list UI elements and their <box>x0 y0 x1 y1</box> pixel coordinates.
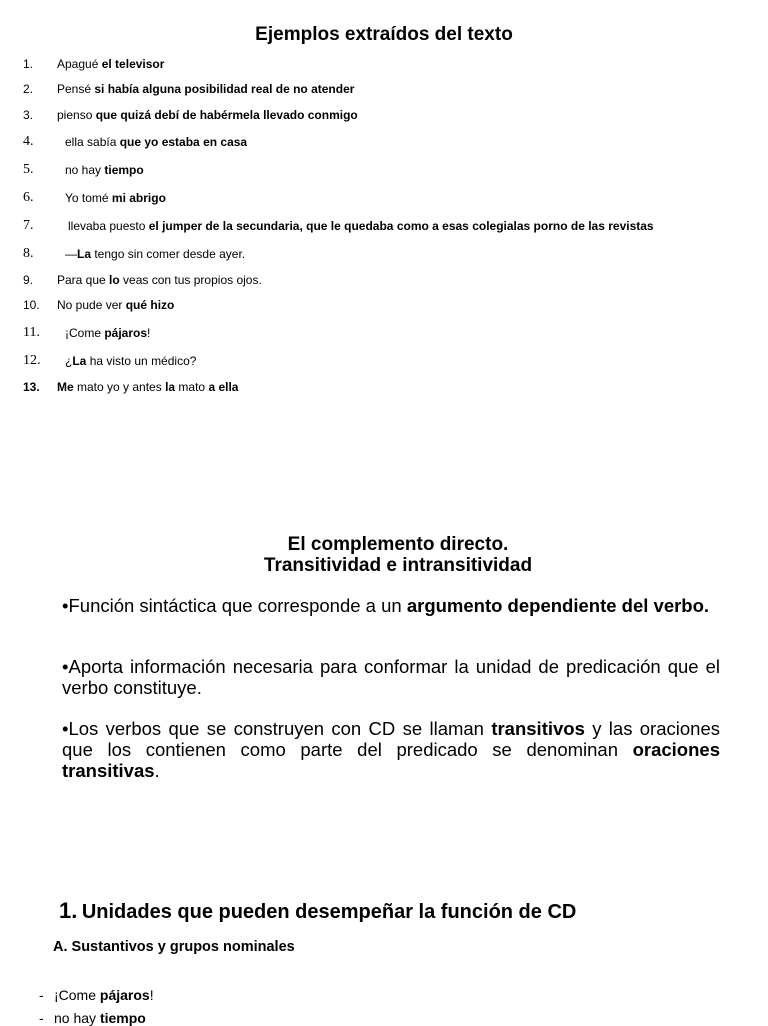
bold-fragment: lo <box>109 273 120 287</box>
bold-fragment: pájaros <box>104 326 148 340</box>
units-heading-title: Unidades que pueden desempeñar la función de CD <box>81 901 577 923</box>
bold-fragment: que yo estaba en casa <box>119 135 248 149</box>
example-number: 12. <box>23 353 41 368</box>
units-list-item <box>54 987 154 1003</box>
text-fragment: ¡Come <box>65 326 105 340</box>
text-fragment: — <box>65 247 77 261</box>
bold-fragment: qué hizo <box>125 298 175 312</box>
text-fragment: •Los verbos que se construyen con CD se llaman <box>62 718 492 739</box>
examples-title: Ejemplos extraídos del texto <box>255 24 513 45</box>
text-fragment: no hay <box>54 1010 100 1026</box>
text-fragment: llevaba puesto <box>68 219 149 233</box>
bold-fragment: tiempo <box>104 163 144 177</box>
bold-fragment: Me <box>57 380 74 394</box>
bold-fragment: pájaros <box>99 987 150 1003</box>
bold-fragment: La <box>77 247 92 261</box>
units-heading-number: 1. <box>59 898 78 923</box>
units-subheading: A. Sustantivos y grupos nominales <box>53 939 295 955</box>
bold-fragment: a ella <box>208 380 239 394</box>
example-item <box>65 326 150 340</box>
text-fragment: Yo tomé <box>65 191 112 205</box>
text-fragment: ella sabía <box>65 135 120 149</box>
example-number: 7. <box>23 218 34 233</box>
text-fragment: •Función sintáctica que corresponde a un <box>62 595 407 616</box>
list-dash: - <box>39 987 44 1003</box>
example-item <box>57 57 164 71</box>
text-fragment: pienso <box>57 108 96 122</box>
bold-fragment: argumento dependiente del verbo. <box>406 595 710 616</box>
cd-bullet <box>62 718 720 781</box>
example-item <box>65 135 247 149</box>
text-fragment: Para que <box>57 273 110 287</box>
example-number: 8. <box>23 246 34 261</box>
text-fragment: ¡Come <box>54 987 100 1003</box>
text-fragment: mato <box>175 380 209 394</box>
bold-fragment: la <box>165 380 176 394</box>
cd-bullet <box>62 595 720 616</box>
text-fragment: Apagué <box>57 57 102 71</box>
bold-fragment: el jumper de la secundaria, que le quedaba como a esas colegialas porno de las revistas <box>148 219 654 233</box>
cd-title-line1: El complemento directo. <box>287 534 509 555</box>
example-item <box>57 298 174 312</box>
example-number: 5. <box>23 162 34 177</box>
example-item <box>65 191 166 205</box>
bold-fragment: oraciones transitivas <box>62 739 720 781</box>
cd-bullet <box>62 656 720 698</box>
text-fragment: y las oraciones que los contienen como parte del predicado se denominan <box>62 718 720 760</box>
example-number: 10. <box>23 298 40 312</box>
example-item <box>65 247 245 261</box>
example-item <box>65 163 144 177</box>
example-item <box>57 380 238 394</box>
list-dash: - <box>39 1010 44 1026</box>
text-fragment: Pensé <box>57 82 95 96</box>
bold-fragment: mi abrigo <box>111 191 166 205</box>
text-fragment: •Aporta información necesaria para conformar la unidad de predicación que el verbo constituye. <box>62 656 720 698</box>
text-fragment: No pude ver <box>57 298 126 312</box>
example-number: 4. <box>23 134 34 149</box>
cd-title-line2: Transitividad e intransitividad <box>263 555 533 576</box>
example-number: 6. <box>23 190 34 205</box>
example-number: 9. <box>23 273 34 287</box>
example-item <box>65 354 196 368</box>
example-item <box>68 219 654 233</box>
example-number: 2. <box>23 82 34 96</box>
text-fragment: veas con tus propios ojos. <box>119 273 262 287</box>
bold-fragment: el televisor <box>101 57 165 71</box>
text-fragment: ! <box>149 987 154 1003</box>
bold-fragment: que quizá debí de habérmela llevado conmigo <box>95 108 358 122</box>
text-fragment: . <box>154 760 160 781</box>
text-fragment: ha visto un médico? <box>86 354 197 368</box>
bold-fragment: La <box>72 354 87 368</box>
example-item <box>57 82 354 96</box>
example-item <box>57 273 262 287</box>
units-heading <box>59 898 576 924</box>
example-number: 3. <box>23 108 34 122</box>
example-number: 13. <box>23 380 40 394</box>
text-fragment: tengo sin comer desde ayer. <box>91 247 246 261</box>
text-fragment: no hay <box>65 163 105 177</box>
example-item <box>57 108 358 122</box>
bold-fragment: transitivos <box>491 718 585 739</box>
bold-fragment: si había alguna posibilidad real de no atender <box>94 82 355 96</box>
text-fragment: mato yo y antes <box>73 380 166 394</box>
text-fragment: ¿ <box>65 354 73 368</box>
text-fragment: ! <box>147 326 151 340</box>
example-number: 1. <box>23 57 34 71</box>
example-number: 11. <box>23 325 40 340</box>
bold-fragment: tiempo <box>99 1010 146 1026</box>
